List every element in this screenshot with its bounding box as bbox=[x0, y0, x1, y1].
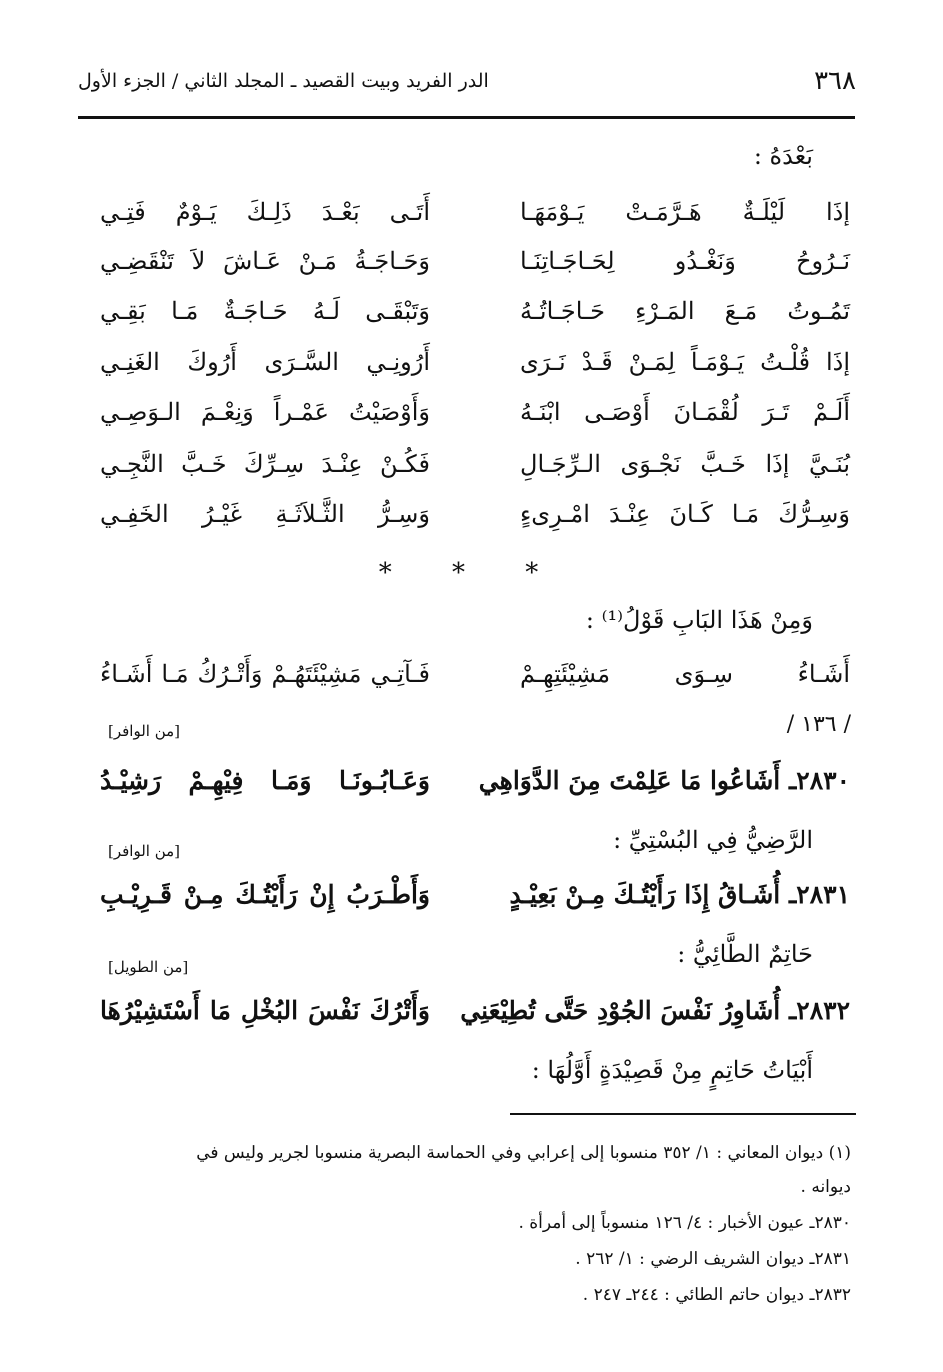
verse-hemistich-2: أَرُونِـي السَّـرَى أَرُوكَ الغَنِـي bbox=[100, 348, 430, 376]
closing-line: أَبْيَاتُ حَاتِمٍ مِنْ قَصِيْدَةٍ أَوَّلُهَا : bbox=[531, 1056, 813, 1084]
verse-hemistich-2: وَعَـابُـونَـا وَمَـا فِيْهِـمْ رَشِيْـدُ bbox=[100, 766, 430, 795]
footnote-rule bbox=[510, 1113, 856, 1115]
verse-line bbox=[100, 880, 850, 926]
verse-line bbox=[100, 660, 850, 706]
verse-hemistich-1: تَمُـوتُ مَـعَ المَـرْءِ حَـاجَـاتُـهُ bbox=[520, 297, 850, 325]
verse-line bbox=[100, 500, 850, 546]
verse-hemistich-2: وَتَبْقَـى لَـهُ حَـاجَـةٌ مَـا بَقِـي bbox=[100, 297, 430, 325]
footnote: ٢٨٣٠ـ عيون الأخبار : ٤/ ١٢٦ منسوباً إلى أمرأة . bbox=[518, 1213, 851, 1233]
running-header bbox=[78, 66, 858, 106]
verse-hemistich-2: وَسِـرُّ الثَّـلاَثَـةِ غَيْـرُ الخَفِـي bbox=[100, 500, 430, 528]
book-title: الدر الفريد وبيت القصيد ـ المجلد الثاني / الجزء الأول bbox=[78, 70, 489, 92]
verse-hemistich-2: فَكُـنْ عِنْـدَ سِـرِّكَ خَـبَّ النَّجِـي bbox=[100, 450, 430, 478]
poet-name: حَاتِمٌ الطَّائِيُّ : bbox=[677, 940, 813, 968]
verse-hemistich-1: نَـرُوحُ وَنَغْـدُو لِحَـاجَـاتِنَـا bbox=[520, 247, 850, 275]
verse-line bbox=[100, 297, 850, 343]
header-rule bbox=[78, 116, 855, 119]
page-reference: / ١٣٦ / bbox=[786, 712, 851, 737]
verse-line bbox=[100, 348, 850, 394]
verse-hemistich-2: وَأَتْرُكَ نَفْسَ البُخْلِ مَا أَسْتَشِيْرُهَا bbox=[100, 996, 430, 1025]
intro-after: بَعْدَهُ : bbox=[753, 142, 813, 170]
verse-hemistich-1: ٢٨٣٢ـ أُشَاوِرُ نَفْسَ الجُوْدِ حَتَّى تُطِيْعَنِي bbox=[460, 996, 850, 1025]
page-number: ٣٦٨ bbox=[814, 66, 856, 96]
verse-hemistich-1: إذَا لَيْلَـةٌ هَـرَّمَـتْ يَـوْمَهَـا bbox=[520, 198, 850, 226]
verse-hemistich-2: فَـآتِـي مَشِيْئَتَهُـمْ وَأَتْـرُكُ مَـا أَشَـاءُ bbox=[100, 660, 430, 688]
footnote: ٢٨٣٢ـ ديوان حاتم الطائي : ٢٤٤ـ ٢٤٧ . bbox=[582, 1285, 851, 1305]
verse-hemistich-2: وَأَوْصَيْتُ عَمْـراً وَنِعْـمَ الـوَصِـي bbox=[100, 398, 430, 426]
verse-hemistich-1: أَشَـاءُ سِـوَى مَشِيْئَتِهِـمْ bbox=[520, 660, 850, 688]
footnote: ٢٨٣١ـ ديوان الشريف الرضي : ١/ ٢٦٢ . bbox=[575, 1249, 851, 1269]
meter-label: [من الطويل] bbox=[108, 958, 189, 976]
poet-name: الرَّضِيُّ فِي البُسْتِيِّ : bbox=[613, 826, 813, 854]
verse-hemistich-1: بُنَـيَّ إذَا خَـبَّ نَجْـوَى الـرِّجَـالِ bbox=[520, 450, 850, 478]
verse-hemistich-2: أَتَـى بَعْـدَ ذَلِـكَ يَـوْمٌ فَتِـي bbox=[100, 198, 430, 226]
verse-hemistich-1: وَسِـرُّكَ مَـا كَـانَ عِنْـدَ امْـرِىءٍ bbox=[520, 500, 850, 528]
meter-label: [من الوافر] bbox=[108, 842, 181, 860]
intro-bab: وَمِنْ هَذَا البَابِ قَوْلُ⁽¹⁾ : bbox=[585, 606, 813, 634]
footnote: (١) ديوان المعاني : ١/ ٣٥٢ منسوبا إلى إعرابي وفي الحماسة البصرية منسوبا لجرير وليس في bbox=[196, 1143, 851, 1163]
verse-hemistich-1: ٢٨٣٠ـ أَشَاعُوا مَا عَلِمْتَ مِنَ الدَّوَاهِي bbox=[478, 766, 850, 795]
verse-line bbox=[100, 766, 850, 812]
verse-line bbox=[100, 198, 850, 244]
verse-line bbox=[100, 247, 850, 293]
meter-label: [من الوافر] bbox=[108, 722, 181, 740]
section-separator: * * * bbox=[378, 558, 565, 588]
verse-line bbox=[100, 398, 850, 444]
verse-hemistich-2: وَحَـاجَـةُ مَـنْ عَـاشَ لاَ تَنْقَضِـي bbox=[100, 247, 430, 275]
verse-hemistich-2: وَأَطْـرَبُ إِنْ رَأَيْتُـكَ مِـنْ قَـرِيْـبِ bbox=[100, 880, 430, 909]
verse-line bbox=[100, 450, 850, 496]
verse-hemistich-1: أَلَـمْ تَـرَ لُقْمَـانَ أَوْصَـى ابْنَـهُ bbox=[520, 398, 850, 426]
verse-line bbox=[100, 996, 850, 1042]
footnote: ديوانه . bbox=[800, 1177, 851, 1197]
verse-hemistich-1: ٢٨٣١ـ أُشَـاقُ إِذَا رَأَيْتُـكَ مِـنْ بَعِيْـدٍ bbox=[509, 880, 850, 909]
verse-hemistich-1: إذَا قُلْـتُ يَـوْمَـاً لِمَـنْ قَـدْ نَـرَى bbox=[520, 348, 850, 376]
